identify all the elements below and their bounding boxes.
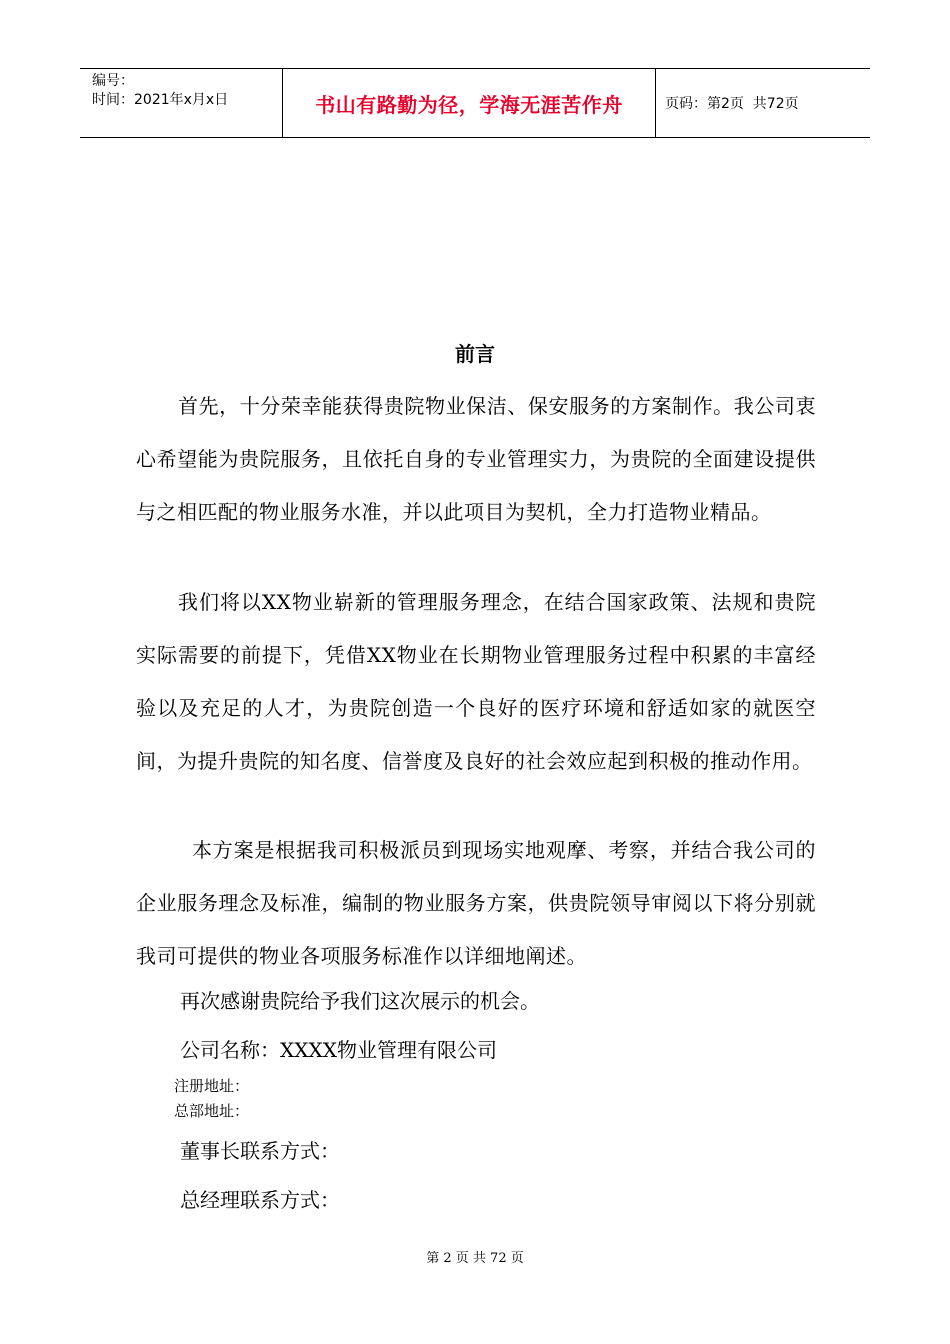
headquarters-address: 总部地址： <box>174 1102 250 1120</box>
body-paragraph-2: 我们将以XX物业崭新的管理服务理念，在结合国家政策、法规和贵院实际需要的前提下，凭借XX物业在长期物业管理服务过程中积累的丰富经验以及充足的人才，为贵院创造一个良好的医疗环境和舒适如家的就医空间，为提升贵院的知名度、信誉度及良好的社会效应起到积极的推动作用。 <box>136 590 816 773</box>
document-date-label: 时间：2021年x月x日 <box>92 92 229 108</box>
header-motto-cell <box>282 69 656 137</box>
thanks-line: 再次感谢贵院给予我们这次展示的机会。 <box>180 989 540 1013</box>
chairman-contact: 董事长联系方式： <box>180 1139 340 1163</box>
header-meta <box>80 69 282 137</box>
company-name: 公司名称：XXXX物业管理有限公司 <box>180 1038 497 1062</box>
document-title: 前言 <box>455 342 495 366</box>
header-page-info: 页码：第2页 共72页 <box>665 96 799 112</box>
header-page-cell <box>656 69 870 137</box>
header-motto: 书山有路勤为径，学海无涯苦作舟 <box>315 92 623 117</box>
page-footer: 第 2 页 共 72 页 <box>426 1251 524 1266</box>
registered-address: 注册地址： <box>174 1077 250 1095</box>
document-number-label: 编号： <box>92 73 134 89</box>
body-paragraph-3: 本方案是根据我司积极派员到现场实地观摩、考察，并结合我公司的企业服务理念及标准，编制的物业服务方案，供贵院领导审阅以下将分别就我司可提供的物业各项服务标准作以详细地阐述。 <box>136 838 816 968</box>
page-header <box>80 68 870 138</box>
general-manager-contact: 总经理联系方式： <box>180 1188 340 1212</box>
body-paragraph-1: 首先，十分荣幸能获得贵院物业保洁、保安服务的方案制作。我公司衷心希望能为贵院服务，且依托自身的专业管理实力，为贵院的全面建设提供与之相匹配的物业服务水准，并以此项目为契机，全力打造物业精品。 <box>136 394 816 524</box>
